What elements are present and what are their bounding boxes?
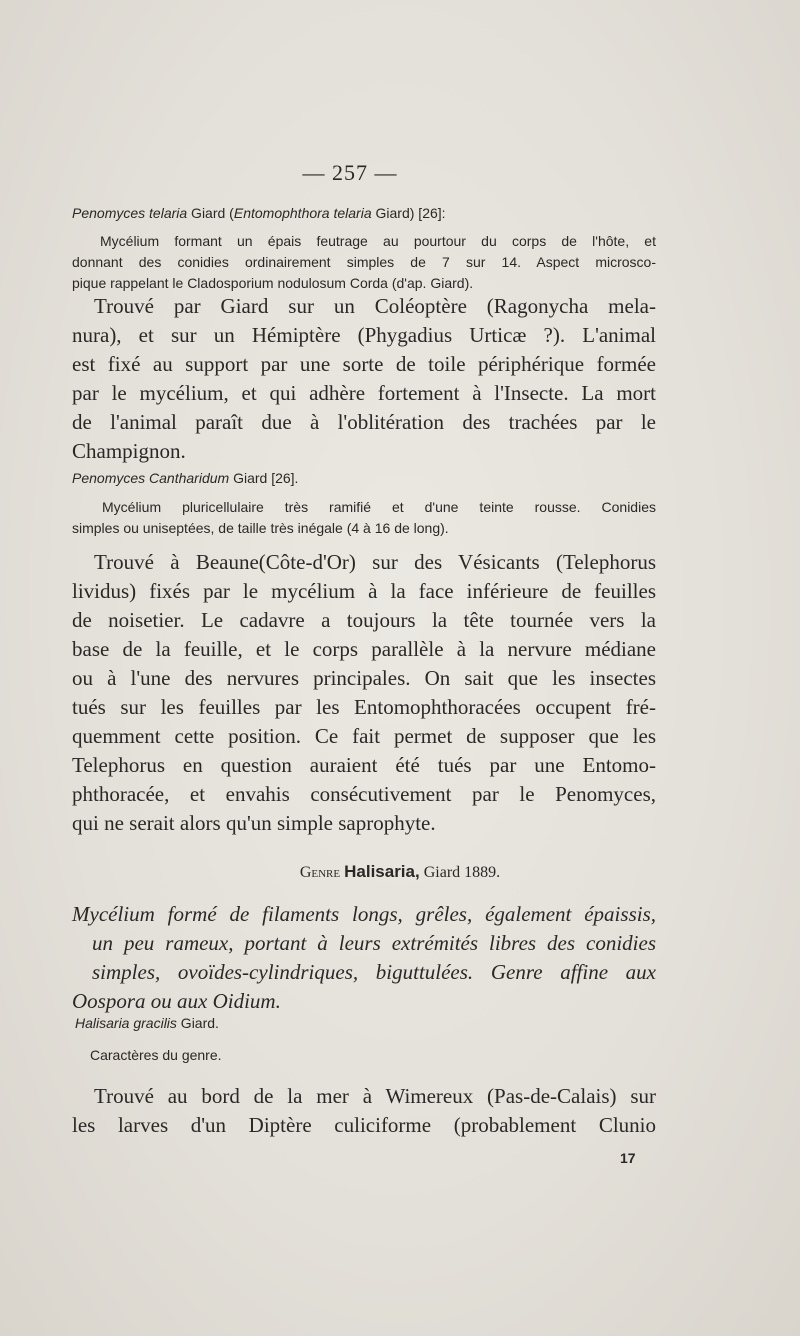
text-line: Oospora ou aux Oidium. — [72, 989, 281, 1013]
genre-author: Giard 1889. — [419, 864, 501, 881]
text-line: tués sur les feuilles par les Entomophthoracées occupent fré- — [72, 695, 656, 719]
species-name: Penomyces Cantharidum — [72, 470, 230, 486]
species-name: Halisaria gracilis — [75, 1015, 177, 1031]
paragraph-4 — [72, 1082, 656, 1140]
text-line: les larves d'un Diptère culiciforme (probablement Clunio — [72, 1113, 656, 1137]
genre-heading — [0, 862, 800, 882]
genre-label: Genre — [299, 864, 341, 881]
paragraph-2 — [72, 548, 656, 838]
text-line: pique rappelant le Cladosporium nodulosum Corda (d'ap. Giard). — [72, 275, 474, 291]
paragraph-1 — [72, 292, 656, 466]
text-line: Telephorus en question auraient été tués par une Entomo- — [72, 753, 656, 777]
entry-heading: Penomyces telaria Giard (Entomophthora telaria Giard) [26]: — [72, 205, 446, 221]
text-line: est fixé au support par une sorte de toile périphérique formée — [72, 352, 656, 376]
text-line: Mycélium pluricellulaire très ramifié et d'une teinte rousse. Conidies — [102, 499, 656, 515]
entry-description — [90, 1045, 674, 1066]
text-line: Trouvé au bord de la mer à Wimereux (Pas-de-Calais) sur — [94, 1084, 656, 1108]
text-line: de noisetier. Le cadavre a toujours la tête tournée vers la — [72, 608, 656, 632]
text-line: Mycélium formant un épais feutrage au pourtour du corps de l'hôte, et — [100, 233, 656, 249]
text-line: base de la feuille, et le corps parallèle à la nervure médiane — [72, 637, 656, 661]
signature-mark: 17 — [620, 1150, 636, 1166]
text-line: Mycélium formé de filaments longs, grêles, également épaissis, — [72, 902, 656, 926]
entry-description-cont — [72, 518, 656, 539]
entry-description — [100, 231, 656, 252]
text-line: un peu rameux, portant à leurs extrémités libres des conidies — [92, 931, 656, 955]
page-number: — 257 — — [302, 160, 398, 185]
species-name: Penomyces telaria — [72, 205, 188, 221]
text-line: nura), et sur un Hémiptère (Phygadius Urticæ ?). L'animal — [72, 323, 656, 347]
entry-heading: Penomyces Cantharidum Giard [26]. — [72, 470, 299, 486]
paragraph-3 — [72, 900, 656, 1016]
genre-name: Halisaria, — [344, 862, 420, 881]
entry-penomyces-cantharidum — [72, 468, 656, 489]
text-line: quemment cette position. Ce fait permet de supposer que les — [72, 724, 656, 748]
text-line: lividus) fixés par le mycélium à la face inférieure de feuilles — [72, 579, 656, 603]
text-line: par le mycélium, et qui adhère fortement à l'Insecte. La mort — [72, 381, 656, 405]
text-line: donnant des conidies ordinairement simples de 7 sur 14. Aspect microsco- — [72, 254, 656, 270]
text-line: qui ne serait alors qu'un simple saprophyte. — [72, 811, 436, 835]
text-line: de l'animal paraît due à l'oblitération des trachées par le — [72, 410, 656, 434]
text-line: phthoracée, et envahis consécutivement par le Penomyces, — [72, 782, 656, 806]
text-line: simples ou uniseptées, de taille très inégale (4 à 16 de long). — [72, 520, 449, 536]
text-line: Trouvé à Beaune(Côte-d'Or) sur des Vésicants (Telephorus — [94, 550, 656, 574]
entry-description-cont — [72, 252, 656, 294]
text-line: Champignon. — [72, 439, 186, 463]
entry-description — [102, 497, 656, 518]
text-line: Trouvé par Giard sur un Coléoptère (Ragonycha mela- — [94, 294, 656, 318]
entry-penomyces-telaria — [72, 203, 656, 224]
text-line: Caractères du genre. — [90, 1047, 222, 1063]
entry-heading: Halisaria gracilis Giard. — [75, 1015, 219, 1031]
entry-halisaria-gracilis — [75, 1013, 659, 1034]
text-line: simples, ovoïdes-cylindriques, biguttulées. Genre affine aux — [92, 960, 656, 984]
text-line: ou à l'une des nervures principales. On sait que les insectes — [72, 666, 656, 690]
